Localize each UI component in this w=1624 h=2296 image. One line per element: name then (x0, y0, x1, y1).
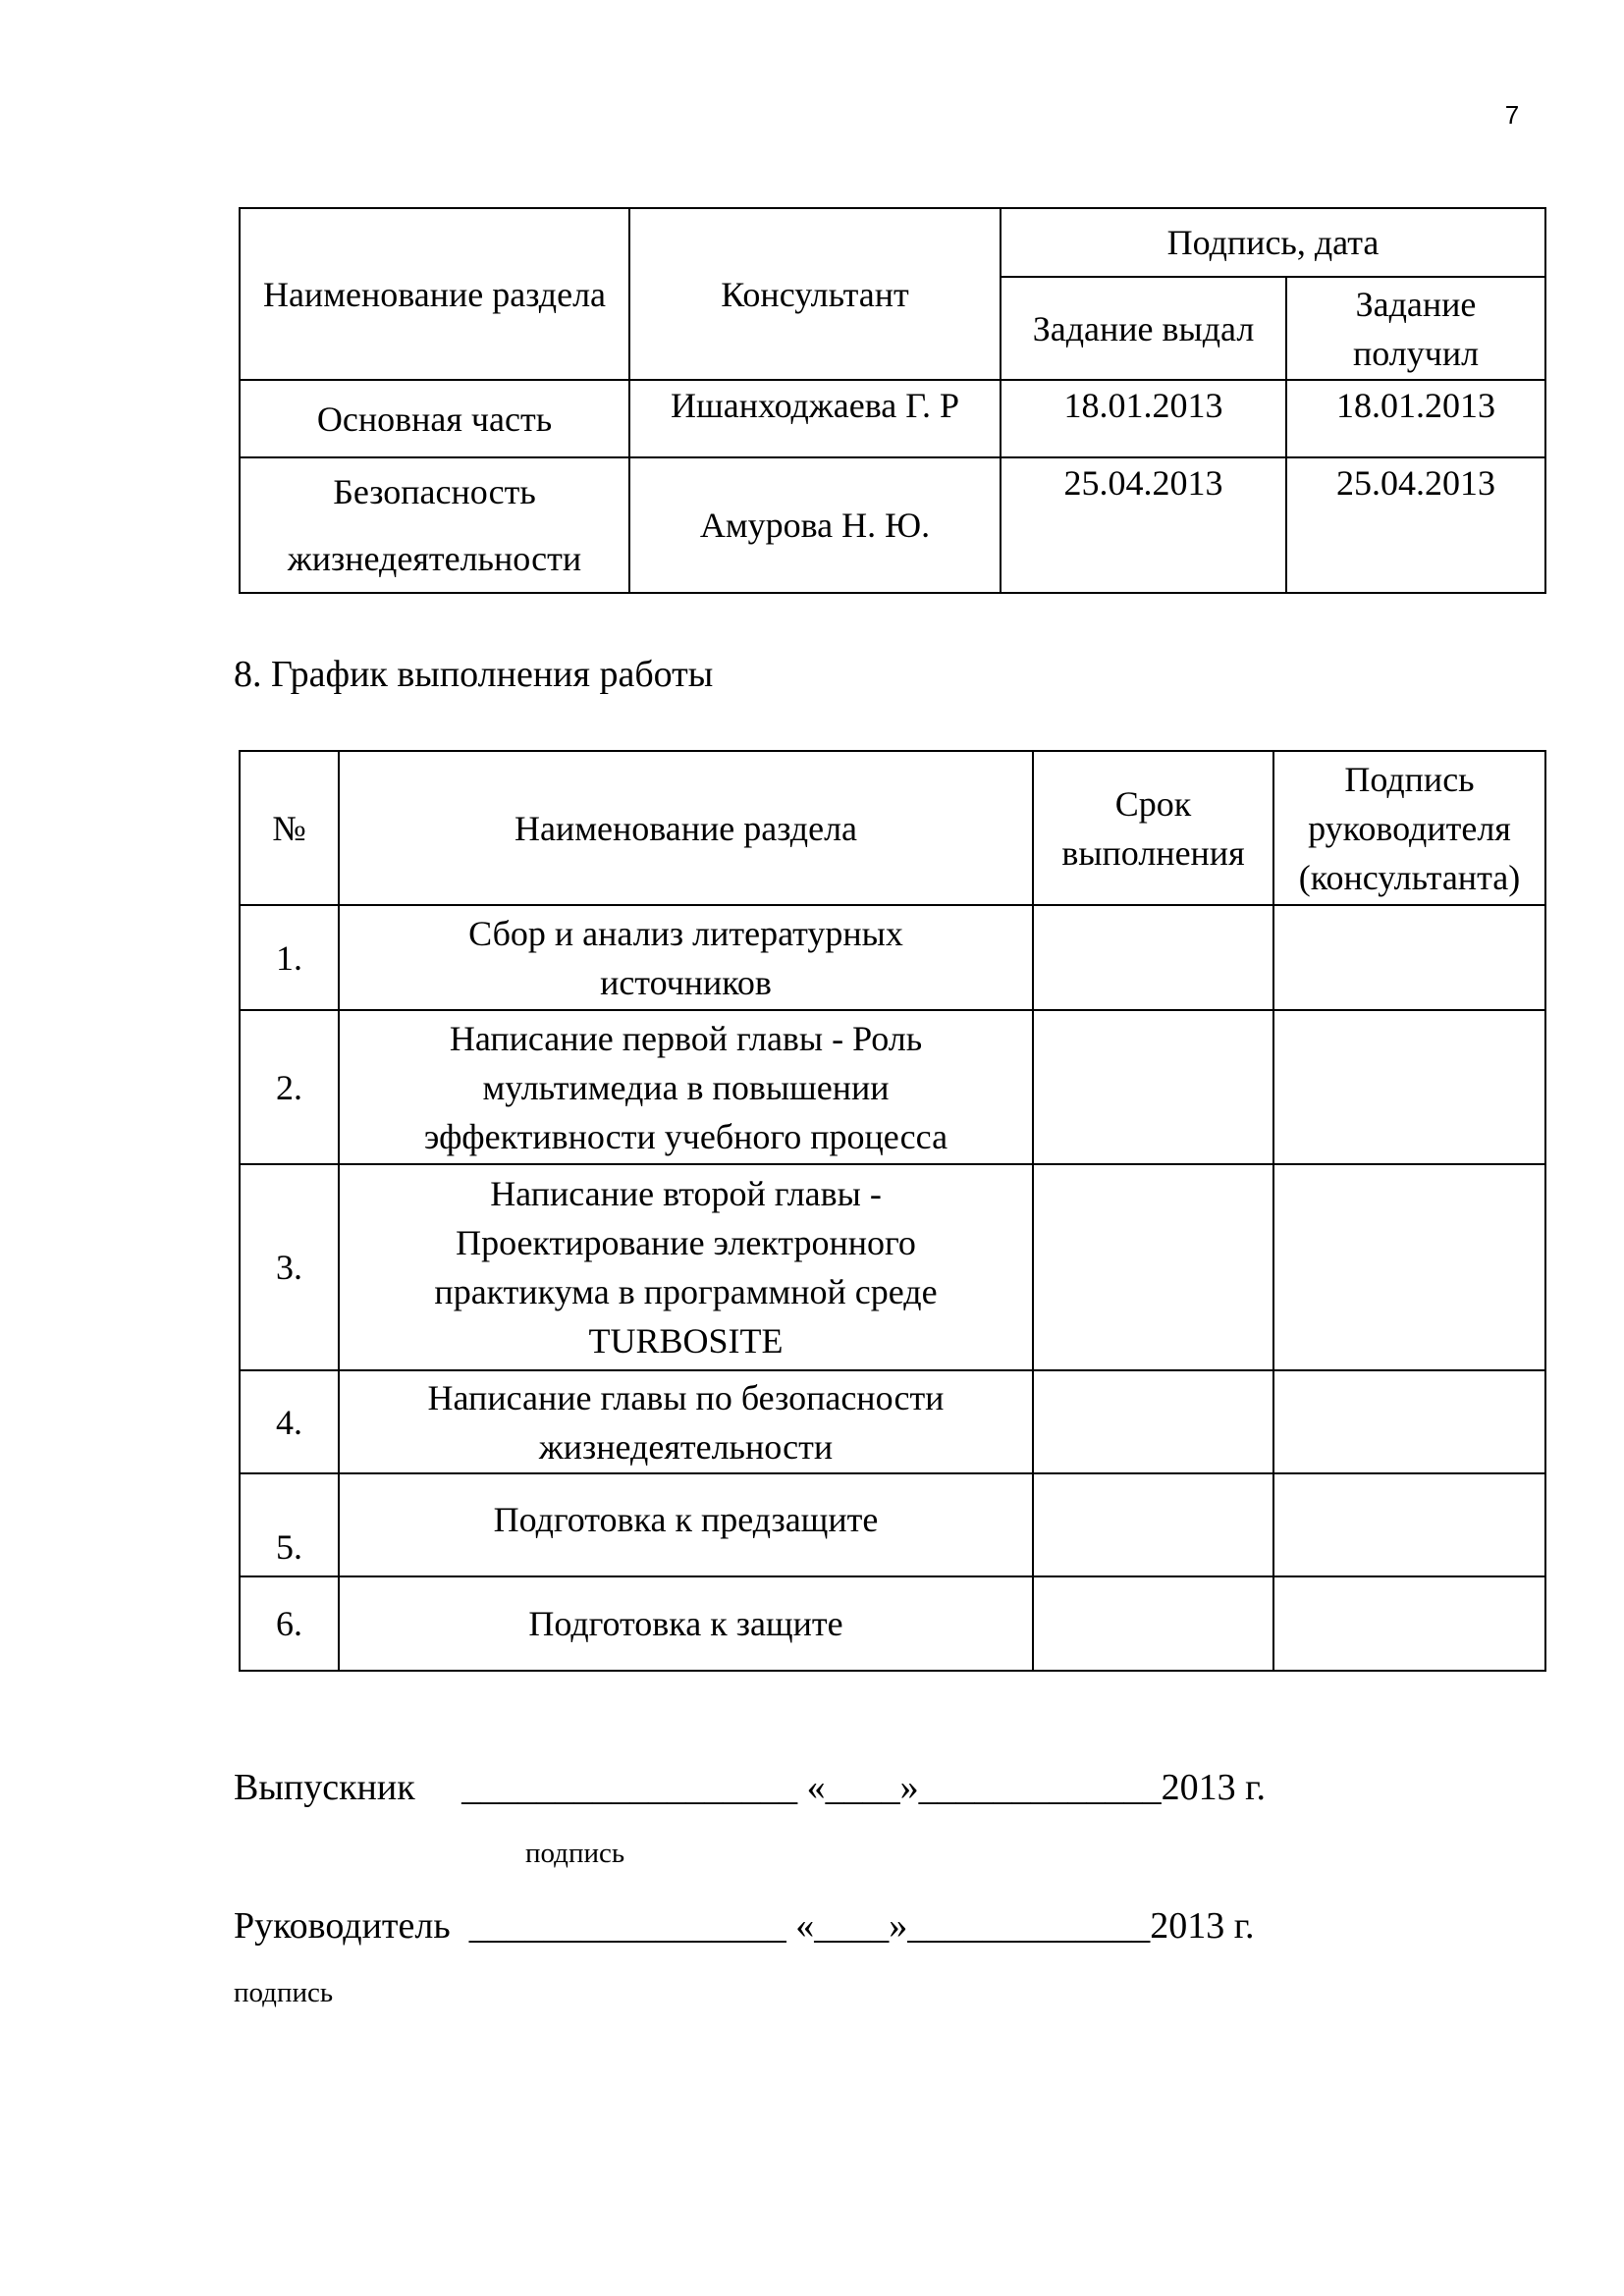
row-number: 3. (240, 1164, 339, 1370)
row-consultant: Ишанходжаева Г. Р (629, 380, 1001, 457)
header-section: Наименование раздела (339, 751, 1033, 905)
header-section: Наименование раздела (240, 208, 629, 380)
graduate-signature-caption: подпись (525, 1838, 625, 1869)
page-number: 7 (1504, 100, 1520, 130)
row-deadline (1033, 1370, 1273, 1473)
row-signature (1273, 1576, 1545, 1671)
header-deadline: Срок выполнения (1033, 751, 1273, 905)
row-section: Подготовка к предзащите (339, 1473, 1033, 1576)
row-number: 2. (240, 1010, 339, 1164)
row-deadline (1033, 905, 1273, 1010)
header-task-issued: Задание выдал (1001, 277, 1286, 380)
table-row (240, 380, 1545, 457)
row-signature (1273, 1473, 1545, 1576)
consultants-table (239, 207, 1546, 594)
table-row (240, 457, 1545, 593)
table-row (240, 1473, 1545, 1576)
schedule-heading: 8. График выполнения работы (234, 654, 714, 695)
header-signature: Подпись руководителя (консультанта) (1273, 751, 1545, 905)
row-signature (1273, 1010, 1545, 1164)
row-section: Сбор и анализ литературных источников (339, 905, 1033, 1010)
table-row (240, 1576, 1545, 1671)
row-signature (1273, 905, 1545, 1010)
row-deadline (1033, 1010, 1273, 1164)
row-date-received: 25.04.2013 (1286, 457, 1545, 593)
supervisor-signature-caption: подпись (234, 1977, 334, 2008)
header-task-received: Задание получил (1286, 277, 1545, 380)
row-signature (1273, 1370, 1545, 1473)
table-row (240, 1370, 1545, 1473)
row-deadline (1033, 1164, 1273, 1370)
row-consultant: Амурова Н. Ю. (629, 457, 1001, 593)
table-row (240, 1164, 1545, 1370)
row-deadline (1033, 1576, 1273, 1671)
graduate-signature-line: Выпускник __________________ «____»_____________2013 г. (234, 1767, 1266, 1808)
header-consultant: Консультант (629, 208, 1001, 380)
row-number: 5. (240, 1473, 339, 1576)
row-date-issued: 25.04.2013 (1001, 457, 1286, 593)
row-signature (1273, 1164, 1545, 1370)
supervisor-signature-line: Руководитель _________________ «____»_____________2013 г. (234, 1905, 1255, 1947)
row-section: Написание главы по безопасности жизнедеятельности (339, 1370, 1033, 1473)
table-row (240, 1010, 1545, 1164)
row-number: 1. (240, 905, 339, 1010)
row-number: 6. (240, 1576, 339, 1671)
row-section: Подготовка к защите (339, 1576, 1033, 1671)
row-section: Написание первой главы - Роль мультимедиа в повышении эффективности учебного процесса (339, 1010, 1033, 1164)
row-date-received: 18.01.2013 (1286, 380, 1545, 457)
table-row (240, 905, 1545, 1010)
row-deadline (1033, 1473, 1273, 1576)
row-section: Основная часть (240, 380, 629, 457)
row-section: Безопасность жизнедеятельности (240, 457, 629, 593)
header-signature-date: Подпись, дата (1001, 208, 1545, 277)
row-number: 4. (240, 1370, 339, 1473)
schedule-table (239, 750, 1546, 1672)
row-date-issued: 18.01.2013 (1001, 380, 1286, 457)
row-section: Написание второй главы - Проектирование электронного практикума в программной среде TURBOSITE (339, 1164, 1033, 1370)
header-number: № (240, 751, 339, 905)
